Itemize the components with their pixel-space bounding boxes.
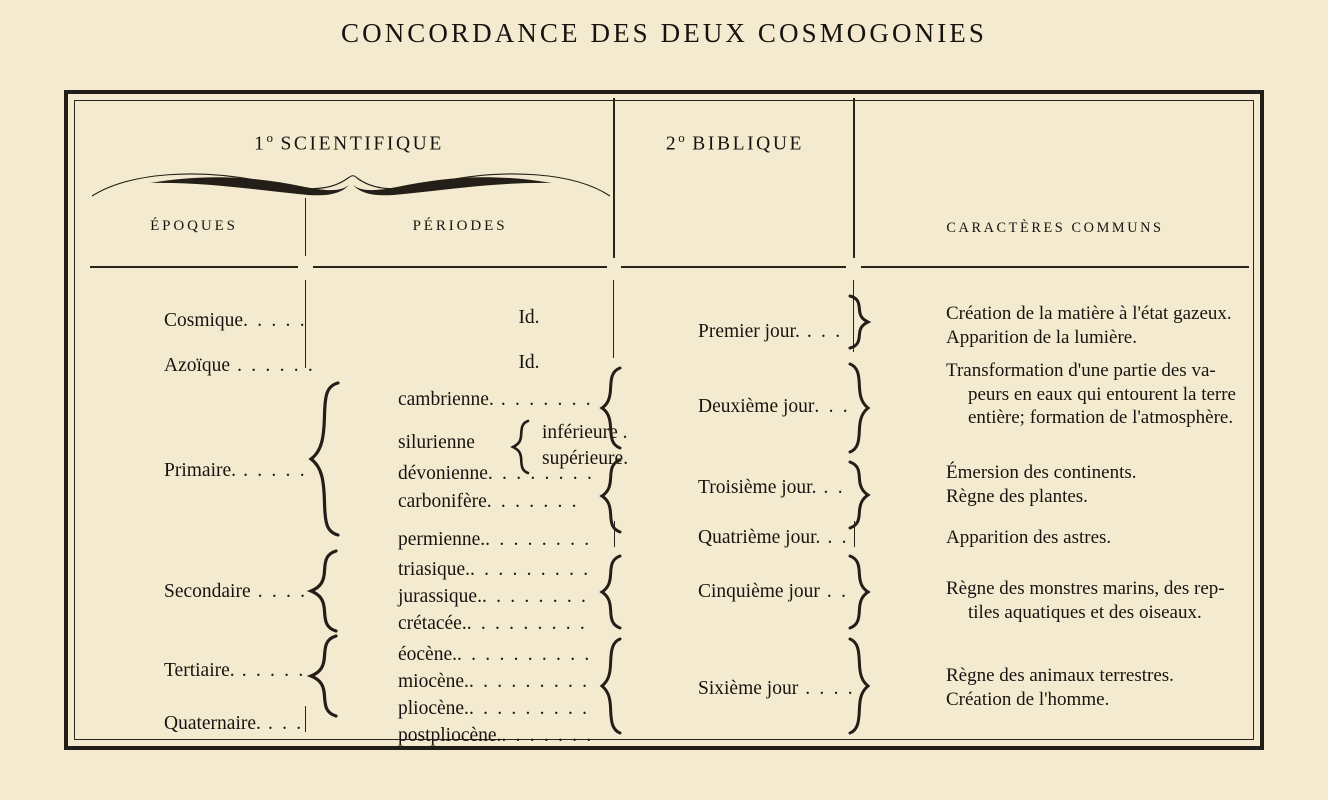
- caractere-line: Transformation d'une partie des va-: [946, 360, 1216, 381]
- table-frame: [64, 90, 1264, 750]
- jour-label: Deuxième jour: [698, 396, 815, 417]
- brace-left-deuxieme: [600, 366, 626, 450]
- periode-label: triasique.: [398, 559, 471, 580]
- epoque-secondaire: [164, 582, 307, 602]
- brace-silurienne: [510, 419, 532, 475]
- periode-azoique-id: Id.: [518, 352, 540, 373]
- sous-periode-superieure: supérieure.: [542, 448, 629, 469]
- periode-label: carbonifère: [398, 491, 487, 512]
- leader-dots: . . . . . . .: [493, 389, 593, 410]
- caractere-quatrieme-jour: [946, 526, 1328, 550]
- brace-right-troisieme: [844, 460, 870, 530]
- leader-dots: . . . . . . . .: [485, 529, 592, 550]
- jour-label: Cinquième jour: [698, 581, 820, 602]
- biblique-label: BIBLIQUE: [692, 133, 805, 155]
- leader-dots: . . . . . . . .: [487, 463, 595, 484]
- epoque-label: Quaternaire.: [164, 713, 261, 734]
- decorative-swash-ornament: [90, 166, 612, 202]
- periode-silurienne: [398, 433, 475, 453]
- table-body: [68, 94, 1260, 746]
- leader-dots: . . . . . .: [230, 355, 315, 376]
- leader-dots: . . . . . . . . .: [468, 671, 590, 692]
- periode-label: permienne.: [398, 529, 486, 550]
- epoque-label: Tertiaire.: [164, 660, 235, 681]
- jour-premier: [698, 322, 842, 342]
- leader-dots: . . . . . . .: [501, 725, 594, 746]
- group-header-scientifique: [90, 130, 608, 156]
- periode-label: cambrienne.: [398, 389, 494, 410]
- biblique-number: 2: [665, 133, 679, 155]
- periode-miocene: [398, 672, 589, 692]
- jour-sixieme: [698, 679, 855, 699]
- scientifique-label: SCIENTIFIQUE: [280, 133, 444, 155]
- jour-label: Troisième jour.: [698, 477, 817, 498]
- vrule-quaternaire-tick: [305, 706, 306, 732]
- leader-dots: . . .: [799, 321, 843, 342]
- epoque-label: Azoïque: [164, 355, 231, 376]
- epoque-azoique: [164, 356, 315, 376]
- colhead-periodes: PÉRIODES: [412, 218, 508, 234]
- caractere-line: Création de l'homme.: [946, 688, 1110, 710]
- jour-label: Quatrième jour.: [698, 527, 821, 548]
- page-title: CONCORDANCE DES DEUX COSMOGONIES: [341, 18, 987, 48]
- periode-label: miocène.: [398, 671, 469, 692]
- vrule-scientifique-biblique-header: [613, 98, 615, 258]
- vrule-quatrieme-jour-right: [854, 521, 855, 547]
- leader-dots: . . . . . . .: [486, 491, 579, 512]
- periode-label: crétacée.: [398, 613, 467, 634]
- jour-quatrieme: [698, 528, 849, 548]
- caractere-line: entière; formation de l'atmosphère.: [968, 407, 1234, 428]
- periode-triasique: [398, 560, 590, 580]
- periode-cosmique-id: Id.: [518, 307, 540, 328]
- periode-jurassique: [398, 587, 588, 607]
- leader-dots: . . . . . . . . .: [470, 559, 591, 580]
- brace-left-troisieme: [600, 458, 626, 534]
- jour-label: Premier jour.: [698, 321, 800, 342]
- caractere-line: Création de la matière à l'état gazeux.: [946, 303, 1232, 324]
- periode-cretacee: [398, 614, 587, 634]
- vrule-biblique-caracteres-header: [853, 98, 855, 258]
- leader-dots: . . . .: [250, 581, 308, 602]
- leader-dots: . .: [819, 581, 849, 602]
- group-header-biblique: [621, 130, 849, 156]
- vrule-epoques-periodes-header: [305, 198, 306, 256]
- epoque-label: Cosmique: [164, 310, 244, 331]
- caractere-deuxieme-jour: [946, 359, 1328, 430]
- leader-dots: . . .: [814, 396, 850, 417]
- caractere-troisieme-jour: [946, 461, 1328, 508]
- periode-cambrienne: [398, 390, 593, 410]
- periode-postpliocene: [398, 726, 593, 746]
- caractere-line: Règne des monstres marins, des rep-: [946, 578, 1225, 599]
- hrule-periodes: [313, 266, 607, 268]
- brace-secondaire: [308, 549, 340, 633]
- brace-right-premier: [844, 294, 870, 350]
- periode-label: pliocène.: [398, 698, 469, 719]
- caractere-line: Règne des plantes.: [946, 485, 1088, 507]
- periode-pliocene: [398, 699, 589, 719]
- caractere-line: Émersion des continents.: [946, 462, 1137, 483]
- epoque-tertiaire: [164, 661, 305, 681]
- epoque-cosmique: [164, 311, 307, 331]
- leader-dots: . .: [816, 477, 845, 498]
- leader-dots: . . . .: [798, 678, 855, 699]
- jour-cinquieme: [698, 582, 848, 602]
- caractere-premier-jour: [946, 302, 1328, 349]
- leader-dots: . . .: [260, 713, 304, 734]
- caractere-line: Règne des animaux terrestres.: [946, 665, 1174, 686]
- leader-dots: . . . . . . . . . .: [457, 644, 592, 665]
- caractere-line: Apparition des astres.: [946, 527, 1112, 548]
- jour-troisieme: [698, 478, 845, 498]
- periode-eocene: [398, 645, 591, 665]
- epoque-label: Primaire.: [164, 460, 237, 481]
- scientifique-ordinal: o: [266, 130, 273, 145]
- hrule-caracteres: [861, 266, 1249, 268]
- caractere-sixieme-jour: [946, 664, 1328, 711]
- leader-dots: . . . . . . . . .: [466, 613, 587, 634]
- colhead-epoques: ÉPOQUES: [150, 218, 238, 234]
- epoque-primaire: [164, 461, 307, 481]
- sous-periode-inferieure: inférieure .: [542, 422, 628, 443]
- periode-label: dévonienne: [398, 463, 488, 484]
- jour-deuxieme: [698, 397, 850, 417]
- leader-dots: . . . . .: [236, 460, 307, 481]
- epoque-label: Secondaire: [164, 581, 251, 602]
- leader-dots: . . . . . . . . .: [468, 698, 590, 719]
- leader-dots: . .: [820, 527, 849, 548]
- brace-left-sixieme: [600, 637, 626, 735]
- periode-label: éocène.: [398, 644, 457, 665]
- vrule-premier-jour-left: [613, 280, 614, 358]
- scientifique-number: 1: [254, 133, 267, 155]
- hrule-epoques: [90, 266, 298, 268]
- periode-label: postpliocène.: [398, 725, 502, 746]
- periode-permienne: [398, 530, 591, 550]
- caractere-line: tiles aquatiques et des oiseaux.: [968, 601, 1202, 623]
- periode-label: silurienne: [398, 432, 475, 453]
- vrule-quatrieme-jour-left: [614, 521, 615, 547]
- leader-dots: . . . . . . . .: [481, 586, 589, 607]
- leader-dots: . . . . .: [234, 660, 306, 681]
- biblique-ordinal: o: [678, 130, 685, 145]
- caractere-line: peurs en eaux qui entourent la terre: [968, 383, 1236, 405]
- caractere-cinquieme-jour: [946, 577, 1328, 624]
- brace-primaire: [308, 381, 342, 537]
- brace-tertiaire: [308, 634, 340, 718]
- periode-carbonifere: [398, 492, 579, 512]
- brace-left-cinquieme: [600, 554, 626, 630]
- hrule-biblique: [621, 266, 846, 268]
- leader-dots: . . . . .: [243, 310, 307, 331]
- periode-label: jurassique.: [398, 586, 482, 607]
- jour-label: Sixième jour: [698, 678, 799, 699]
- caractere-line: Apparition de la lumière.: [946, 326, 1137, 348]
- epoque-quaternaire: [164, 714, 303, 734]
- colhead-caracteres: CARACTÈRES COMMUNS: [946, 220, 1164, 236]
